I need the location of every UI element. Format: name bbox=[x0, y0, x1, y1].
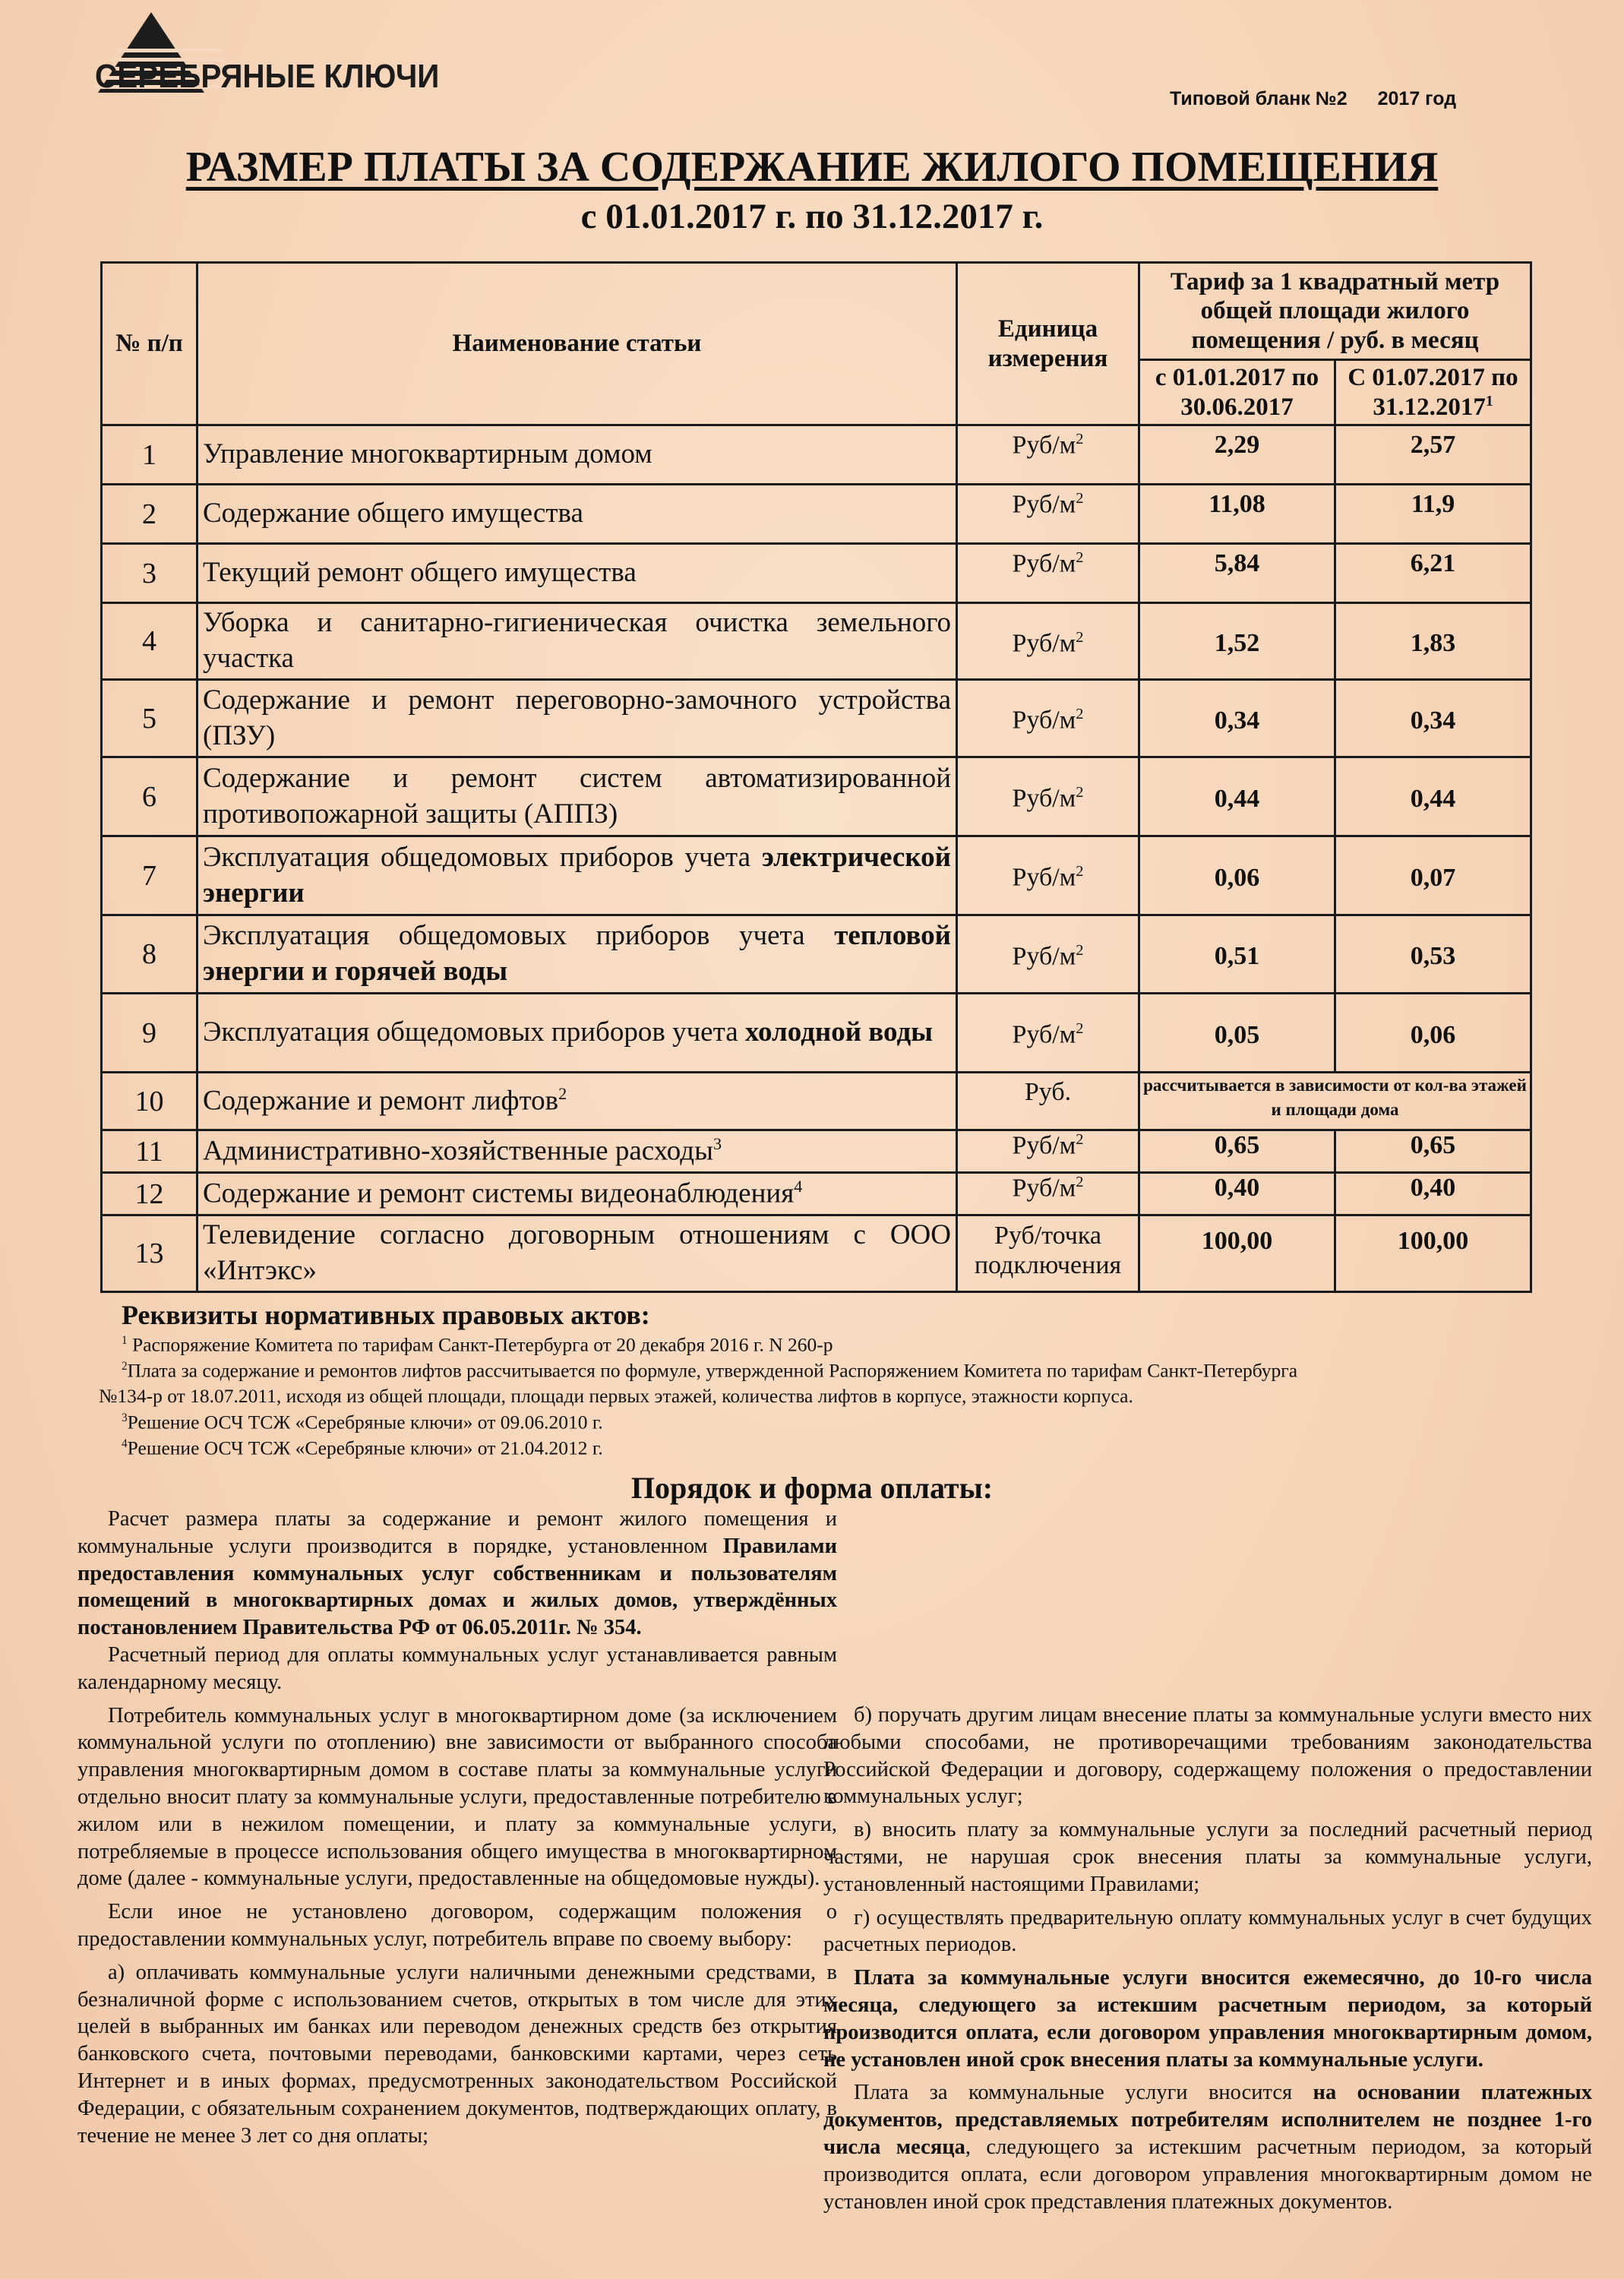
blank-label: Типовой бланк №2 bbox=[1170, 88, 1348, 109]
page-subtitle: с 01.01.2017 г. по 31.12.2017 г. bbox=[580, 197, 1044, 236]
table-row: 11 Административно-хозяйственные расходы$^3$ Руб/$м^2$ 0,65 0,65 bbox=[102, 1130, 1531, 1173]
paragraph: Плата за коммунальные услуги вносится ежемесячно, до 10-го числа месяца, следующего за истекшим расчетным периодом, за который производится оплата, если договором управления многоквартирным домом, не установлен иной срок внесения платы за коммунальные услуги. bbox=[823, 1966, 1592, 2072]
blank-number bbox=[1170, 88, 1456, 110]
requisites-title: Реквизиты нормативных правовых актов: bbox=[122, 1300, 650, 1330]
header-num: № п/п bbox=[102, 263, 197, 425]
footnote-2b: №134-р от 18.07.2011, исходя из общей площади, площади первых этажей, количества лифтов в корпусе, этажности корпуса. bbox=[99, 1385, 1133, 1407]
table-row: 1 Управление многоквартирным домом Руб/$м^2$ 2,29 2,57 bbox=[102, 425, 1531, 485]
header-unit: Единица измерения bbox=[957, 263, 1139, 425]
table-row: 4 Уборка и санитарно-гигиеническая очистка земельного участка Руб/$м^2$ 1,52 1,83 bbox=[102, 603, 1531, 680]
header-name: Наименование статьи bbox=[197, 263, 957, 425]
paragraph: а) оплачивать коммунальные услуги наличными денежными средствами, в безналичной форме с использованием счетов, открытых в том числе для этих целей в выбранных им банках или переводом денежных средств без открытия банковского счета, почтовыми переводами, банковскими картами, через сеть Интернет и в иных формах, предусмотренных законодательством Российской Федерации, с обязательным сохранением документов, подтверждающих оплату, в течение не менее 3 лет со дня оплаты; bbox=[77, 1960, 837, 2148]
payment-text-left bbox=[77, 1506, 837, 2149]
payment-text-right bbox=[823, 1506, 1592, 2215]
payment-order-title: Порядок и форма оплаты: bbox=[630, 1471, 994, 1505]
table-row: 13 Телевидение согласно договорным отношениям с ООО «Интэкс» Руб/точка подключения 100,00 100,00 bbox=[102, 1215, 1531, 1292]
table-row: 9 Эксплуатация общедомовых приборов учета холодной воды Руб/$м^2$ 0,05 0,06 bbox=[102, 994, 1531, 1073]
table-row: 8 Эксплуатация общедомовых приборов учета тепловой энергии и горячей воды Руб/$м^2$ 0,51 0,53 bbox=[102, 915, 1531, 994]
paragraph: Расчетный период для оплаты коммунальных услуг устанавливается равным календарному месяцу. bbox=[77, 1642, 837, 1694]
footnote-4: $^4$Решение ОСЧ ТСЖ «Серебряные ключи» от 21.04.2012 г. bbox=[122, 1437, 603, 1459]
paragraph: г) осуществлять предварительную оплату коммунальных услуг в счет будущих расчетных периодов. bbox=[823, 1905, 1592, 1957]
blank-year: 2017 год bbox=[1377, 88, 1457, 109]
header-period-2: С 01.07.2017 по 31.12.2017$^1$ bbox=[1335, 360, 1531, 425]
table-row: 5 Содержание и ремонт переговорно-замочного устройства (ПЗУ) Руб/$м^2$ 0,34 0,34 bbox=[102, 680, 1531, 757]
paragraph: Расчет размера платы за содержание и ремонт жилого помещения и коммунальные услуги производится в порядке, установленном Правилами предоставления коммунальных услуг собственникам и пользователям помещений в многоквартирных домах и жилых домов, утверждённых постановлением Правительства РФ от 06.05.2011г. № 354. bbox=[77, 1507, 837, 1640]
paragraph: в) вносить плату за коммунальные услуги за последний расчетный период частями, не нарушая срок внесения платы за коммунальные услуги, установленный настоящими Правилами; bbox=[823, 1818, 1592, 1896]
table-row: 2 Содержание общего имущества Руб/$м^2$ 11,08 11,9 bbox=[102, 485, 1531, 544]
logo-text: СЕРЕБРЯНЫЕ КЛЮЧИ bbox=[95, 58, 440, 95]
table-row: 3 Текущий ремонт общего имущества Руб/$м^2$ 5,84 6,21 bbox=[102, 544, 1531, 603]
footnote-1: $^1$ Распоряжение Комитета по тарифам Санкт-Петербурга от 20 декабря 2016 г. N 260-р bbox=[122, 1333, 833, 1356]
table-row: 6 Содержание и ремонт систем автоматизированной противопожарной защиты (АППЗ) Руб/$м^2$ 0,44 0,44 bbox=[102, 757, 1531, 836]
paragraph: б) поручать другим лицам внесение платы за коммунальные услуги вместо них любыми способами, не противоречащими требованиям законодательства Российской Федерации и договору, содержащему положения о предоставлении коммунальных услуг; bbox=[823, 1703, 1592, 1809]
header-tariff: Тариф за 1 квадратный метр общей площади жилого помещения / руб. в месяц bbox=[1139, 263, 1531, 360]
header-period-1: с 01.01.2017 по 30.06.2017 bbox=[1139, 360, 1335, 425]
table-row: 7 Эксплуатация общедомовых приборов учета электрической энергии Руб/$м^2$ 0,06 0,07 bbox=[102, 836, 1531, 915]
table-row: 12 Содержание и ремонт системы видеонаблюдения$^4$ Руб/$м^2$ 0,40 0,40 bbox=[102, 1173, 1531, 1215]
paragraph: Плата за коммунальные услуги вносится на основании платежных документов, представляемых потребителям исполнителем не позднее 1-го числа месяца, следующего за истекшим расчетным периодом, за который производится оплата, если договором управления многоквартирным домом не установлен иной срок представления платежных документов. bbox=[823, 2081, 1592, 2214]
page-title: РАЗМЕР ПЛАТЫ ЗА СОДЕРЖАНИЕ ЖИЛОГО ПОМЕЩЕНИЯ bbox=[185, 144, 1439, 191]
tariff-table bbox=[100, 261, 1532, 1293]
footnote-3: $^3$Решение ОСЧ ТСЖ «Серебряные ключи» от 09.06.2010 г. bbox=[122, 1411, 603, 1433]
paragraph: Потребитель коммунальных услуг в многоквартирном доме (за исключением коммунальной услуги по отоплению) вне зависимости от выбранного способа управления многоквартирным домом в составе платы за коммунальные услуги отдельно вносит плату за коммунальные услуги, предоставленные потребителю в жилом или в нежилом помещении, и плату за коммунальные услуги, потребляемые в процессе использования общего имущества в многоквартирном доме (далее - коммунальные услуги, предоставленные на общедомовые нужды). bbox=[77, 1703, 837, 1891]
footnote-2a: $^2$Плата за содержание и ремонтов лифтов рассчитывается по формуле, утвержденной Распоряжением Комитета по тарифам Санкт-Петербурга bbox=[122, 1359, 1298, 1382]
table-row: 10 Содержание и ремонт лифтов$^2$ Руб. рассчитывается в зависимости от кол-ва этажей и площади дома bbox=[102, 1073, 1531, 1130]
paragraph: Если иное не установлено договором, содержащим положения о предоставлении коммунальных услуг, потребитель вправе по своему выбору: bbox=[77, 1900, 837, 1951]
